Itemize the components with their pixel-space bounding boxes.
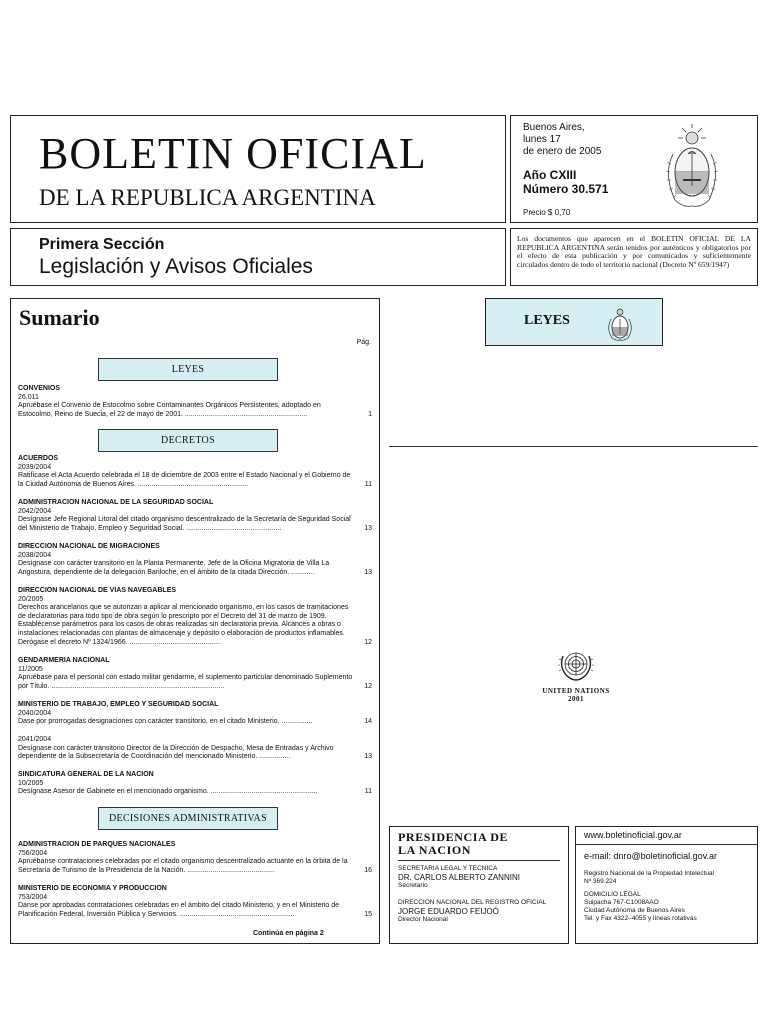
masthead xyxy=(10,115,506,223)
category-leyes: LEYES xyxy=(98,358,278,381)
list-item[interactable]: ADMINISTRACION DE PARQUES NACIONALES 756/2004 Apruébanse contrataciones celebradas por el citado organismo descentralizado actuante en la órbita de la Secretaría de Turismo de la Presidencia de la Nación. ............................................. 16 xyxy=(18,841,372,874)
secretaria-label: SECRETARIA LEGAL Y TECNICA xyxy=(398,865,498,872)
leyes-title: LEYES xyxy=(524,313,570,328)
list-item[interactable]: ACUERDOS 2039/2004 Ratifícase el Acta Acuerdo celebrada el 18 de diciembre de 2003 entre el Estado Nacional y el Gobierno de la Ciudad Autónoma de Buenos Aires. ......................................................... 11 xyxy=(18,455,372,488)
registro-line2: Nº 369.224 xyxy=(584,878,617,885)
direccion-label: DIRECCION NACIONAL DEL REGISTRO OFICIAL xyxy=(398,899,547,906)
divider xyxy=(389,446,758,447)
list-item[interactable]: MINISTERIO DE ECONOMIA Y PRODUCCION 753/2004 Danse por aprobadas contrataciones celebradas en el ámbito del citado Ministerio, y en el Ministerio de Planificación Federal, Inversión Pública y Servicios. ........................................................... 15 xyxy=(18,885,372,918)
presidencia-panel xyxy=(389,826,569,944)
director-role: Director Nacional xyxy=(398,916,448,923)
director-name: JORGE EDUARDO FEIJOÓ xyxy=(398,907,499,916)
legal-notice: Los documentos que aparecen en el BOLETIN OFICIAL DE LA REPUBLICA ARGENTINA serán tenidos por auténticos y obligatorios por el efecto de esta publicación y por comunicados y suficientemente circulados dentro de todo el territorio nacional (Decreto Nº 659/1947) xyxy=(510,228,758,286)
issue-info xyxy=(510,115,758,223)
presidencia-title-line1: PRESIDENCIA DE xyxy=(398,830,509,844)
issue-number: Año CXIII Número 30.571 xyxy=(523,168,609,196)
list-item[interactable]: SINDICATURA GENERAL DE LA NACION 10/2005 Desígnase Asesor de Gabinete en el mencionado organismo. ....................................................... 11 xyxy=(18,771,372,796)
un-logo xyxy=(534,648,618,703)
presidencia-title-line2: LA NACION xyxy=(398,843,472,857)
section-subtitle: Legislación y Avisos Oficiales xyxy=(39,255,313,278)
address-line2: Ciudad Autónoma de Buenos Aires xyxy=(584,907,685,914)
list-item[interactable]: DIRECCION NACIONAL DE MIGRACIONES 2038/2004 Desígnase con carácter transitorio en la Planta Permanente, Jefe de la Oficina Migratoria de Villa La Angostura, dependiente de la delegación Bariloche, en el ámbito de la citada Dirección. ............ 13 xyxy=(18,543,372,576)
category-decisiones-administrativas: DECISIONES ADMINISTRATIVAS xyxy=(98,807,278,830)
list-item[interactable]: GENDARMERIA NACIONAL 11/2005 Apruébase para el personal con estado militar gendarme, el suplemento particular denominado Suplemento por Título. ......................................................................................... 12 xyxy=(18,657,372,690)
un-label: UNITED NATIONS xyxy=(542,687,610,695)
argentina-coat-of-arms-icon xyxy=(661,124,723,214)
list-item[interactable]: ADMINISTRACION NACIONAL DE LA SEGURIDAD SOCIAL 2042/2004 Desígnase Jefe Regional Litoral del citado organismo descentralizado de la Secretaría de Seguridad Social del Ministerio de Trabajo, Empleo y Seguridad Social. ................................................. 13 xyxy=(18,499,372,532)
divider xyxy=(576,844,757,845)
list-item[interactable]: 2041/2004 Desígnase con carácter transitorio Director de la Dirección de Despacho, Mesa de Entradas y Archivo dependiente de la Subsecretaría de Coordinación del mencionado Ministerio. ................ 13 xyxy=(18,736,372,761)
secretario-role: Secretario xyxy=(398,882,428,889)
issue-date: Buenos Aires, lunes 17 de enero de 2005 xyxy=(523,122,602,157)
contact-panel xyxy=(575,826,758,944)
leyes-section-header xyxy=(485,298,663,346)
publication-subtitle: DE LA REPUBLICA ARGENTINA xyxy=(39,185,376,210)
issue-price: Precio $ 0,70 xyxy=(523,208,571,217)
un-emblem-icon xyxy=(557,648,595,682)
secretario-name: DR. CARLOS ALBERTO ZANNINI xyxy=(398,873,520,882)
section-name: Primera Sección xyxy=(39,236,165,253)
list-item[interactable]: CONVENIOS 26.011 Apruébase el Convenio de Estocolmo sobre Contaminantes Orgánicos Persistentes, adoptado en Estocolmo, Reino de Suecia, el 22 de mayo de 2001. ............................................................... 1 xyxy=(18,385,372,418)
un-year: 2001 xyxy=(568,695,584,703)
list-item[interactable]: DIRECCION NACIONAL DE VIAS NAVEGABLES 20/2005 Derechos arancelarios que se autorizan a aplicar al mencionado organismo, en los casos de tramitaciones de declaratorias para todo tipo de obra según lo prescripto por el Decreto del 31 de marzo de 1909. Establécense parámetros para los casos de obras realizadas sin declaratoria previa. Alcances a obras o instalaciones relacionadas con plantas de almacenaje y depósito o elaboración de productos inflamables. Derógase el decreto Nº 1324/1966. ............................................... 12 xyxy=(18,587,372,646)
registro-line1: Registro Nacional de la Propiedad Intelectual xyxy=(584,870,715,877)
continued-note: Continúa en página 2 xyxy=(253,930,324,937)
list-item[interactable]: MINISTERIO DE TRABAJO, EMPLEO Y SEGURIDAD SOCIAL 2040/2004 Dase por prorrogadas designaciones con carácter transitorio, en el citado Ministerio. ................ 14 xyxy=(18,701,372,726)
sumario-panel xyxy=(10,298,380,944)
address-line1: Suipacha 767-C1008AAO xyxy=(584,899,659,906)
email-link[interactable]: e-mail: dnro@boletinoficial.gov.ar xyxy=(584,851,718,861)
phone: Tel. y Fax 4322–4055 y líneas rotativas xyxy=(584,915,697,922)
domicilio-label: DOMICILIO LEGAL xyxy=(584,891,641,898)
section-header xyxy=(10,228,506,286)
sumario-title: Sumario xyxy=(19,305,100,330)
category-decretos: DECRETOS xyxy=(98,429,278,452)
website-link[interactable]: www.boletinoficial.gov.ar xyxy=(584,830,682,840)
page-column-label: Pág. xyxy=(356,339,371,346)
argentina-coat-of-arms-icon xyxy=(606,307,634,341)
divider xyxy=(398,860,560,861)
publication-title: BOLETIN OFICIAL xyxy=(39,129,427,178)
